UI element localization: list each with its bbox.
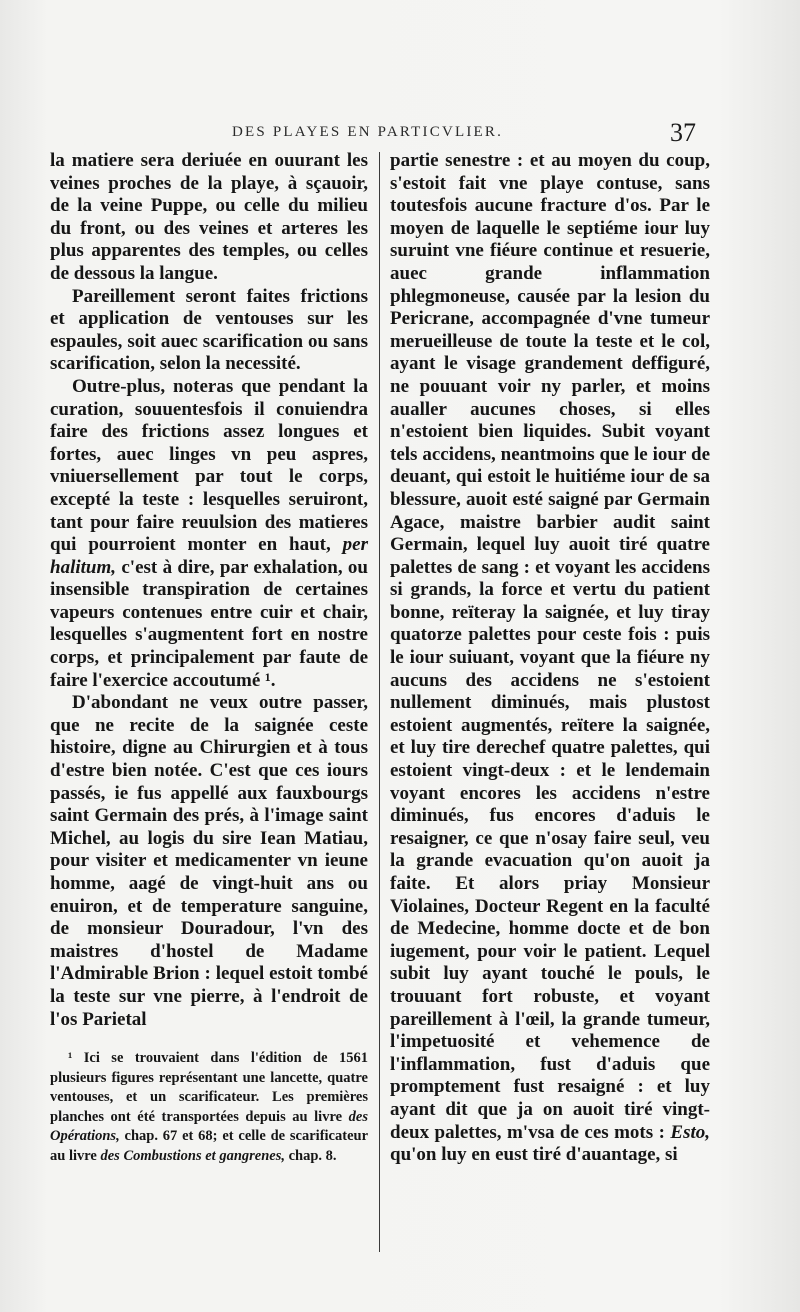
paragraph [50,376,368,692]
running-title: DES PLAYES EN PARTICVLIER. [232,124,504,140]
latin-phrase: per halitum, [50,534,368,578]
paragraph: la matiere sera deriuée en ouurant les veines proches de la playe, à sçauoir, de la veine Puppe, ou celle du milieu du front, ou des veines et arteres les plus apparentes des temples, ou celles de dessous la langue. [50,150,368,284]
footnote [50,1049,368,1166]
paragraph: D'abondant ne veux outre passer, que ne recite de la saignée ceste histoire, digne au Chirurgien et à tous d'estre bien notée. C'est que ces iours passés, ie fus appellé aux fauxbourgs saint Germain des prés, à l'image saint Michel, au logis du sire Iean Matiau, pour visiter et medicamenter vn ieune homme, aagé de vingt-huit ans ou enuiron, et de temperature sanguine, de monsieur Douradour, l'vn des maistres d'hostel de Madame l'Admirable Brion : lequel estoit tombé la teste sur vne pierre, à l'endroit de l'os Parietal [50,692,368,1030]
column-divider [379,152,380,1252]
paragraph-text: partie senestre : et au moyen du coup, s'estoit fait vne playe contuse, sans toutesfois aucune fracture d'os. Par le moyen de laquelle le septiéme iour luy suruint vne fiéure continue et resuerie, auec grande inflammation phlegmoneuse, causée par la lesion du Pericrane, accompagnée d'vne tumeur merueilleuse de toute la teste et le col, ayant le visage grandement deffiguré, ne pouuant voir ny parler, et moins aualler aucunes choses, si elles n'estoient bien liquides. Subit voyant tels accidens, neantmoins que le iour de deuant, qui estoit le huitiéme iour de sa blessure, auoit esté saigné par Germain Agace, maistre barbier audit saint Germain, lequel luy auoit tiré quatre palettes de sang : et voyant les accidens si grands, la force et vertu du patient bonne, reïteray la saignée, et luy tiray quatorze palettes pour ceste fois : puis le iour suiuant, voyant que la fiéure ny aucuns des accidens ne s'estoient nullement diminués, mais plustost estoient augmentés, reïtere la saignée, et luy tire derechef quatre palettes, qui estoient vingt-deux : et le lendemain voyant encores les accidens n'estre diminués, fus encores d'aduis le resaigner, ce que n'osay faire seul, veu la grande evacuation qu'on auoit ja faite. Et alors priay Monsieur Violaines, Docteur Regent en la faculté de Medecine, homme docte et de bon iugement, pour voir le patient. Lequel subit luy ayant touché le pouls, le trouuant fort robuste, et voyant pareillement à l'œil, la grande tumeur, l'impetuosité et vehemence de l'inflammation, fust d'aduis que promptement fust resaigné : et luy ayant dit que ja on auoit tiré vingt-deux palettes, m'vsa de ces mots : [390,150,710,1143]
paragraph [390,150,710,1167]
footnote-text [50,1049,368,1166]
running-head [0,118,800,148]
footnote-italic: des Combustions et gangrenes, [100,1147,285,1164]
paragraph: Pareillement seront faites frictions et application de ventouses sur les espaules, soit auec scarification ou sans scarification, selon la necessité. [50,285,368,375]
paragraph-text: c'est à dire, par exhalation, ou insensible transpiration de certaines vapeurs contenues entre cuir et chair, lesquelles s'augmentent fort en nostre corps, et principalement par faute de faire l'exercice accoutumé ¹. [50,556,369,691]
right-column [390,150,710,1167]
footnote-segment: ¹ Ici se trouvaient dans l'édition de 1561 plusieurs figures représentant une lancette, quatre ventouses, et un scarificateur. Les premières planches ont été transportées depuis au livre [50,1050,368,1125]
paragraph-text: qu'on luy en eust tiré d'auantage, si [390,1144,678,1166]
page-number: 37 [670,118,696,147]
left-column [50,150,368,1166]
footnote-segment: chap. 8. [288,1147,337,1164]
latin-word: Esto, [670,1121,710,1143]
footnote-segment: chap. 67 et 68; et celle de scarificateur au livre [50,1128,369,1164]
paragraph-text: Outre-plus, noteras que pendant la curation, souuentesfois il conuiendra faire des frictions assez longues et fortes, auec linges vn peu aspres, vniuersellement par tout le corps, excepté la teste : lesquelles seruiront, tant pour faire reuulsion des matieres qui pourroient monter en haut, [50,375,368,556]
footnote-italic: des Opérations, [50,1108,368,1145]
